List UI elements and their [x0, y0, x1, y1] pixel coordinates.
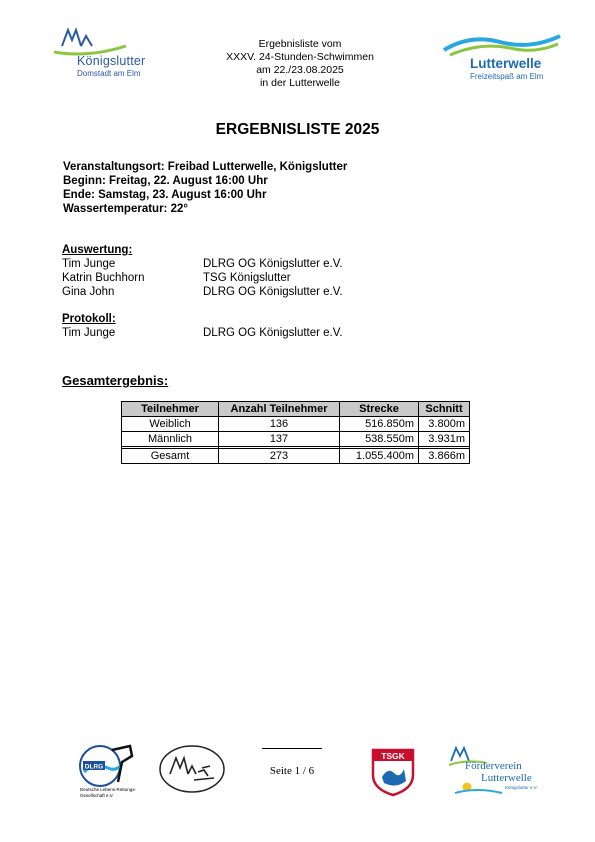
header-line: in der Lutterwelle	[260, 77, 340, 89]
wave-icon	[440, 30, 575, 58]
koenigslutter-logo-name: Königslutter	[77, 54, 146, 68]
event-info	[63, 160, 347, 216]
cell-average: 3.931m	[419, 432, 470, 447]
koenigslutter-dom-icon	[48, 24, 128, 58]
person-org: DLRG OG Königslutter e.V.	[203, 286, 343, 298]
foerderverein-logo-icon	[447, 743, 557, 799]
document-title: ERGEBNISLISTE 2025	[215, 121, 380, 138]
table-header-row	[122, 402, 470, 417]
cell-count: 273	[219, 449, 340, 464]
column-header-schnitt: Schnitt	[419, 402, 470, 417]
cell-distance: 1.055.400m	[340, 449, 419, 464]
column-header-strecke: Strecke	[340, 402, 419, 417]
column-header-teilnehmer: Teilnehmer	[122, 402, 219, 417]
foerderverein-logo-sub: Königslutter e.V.	[505, 785, 538, 790]
person-name: Gina John	[62, 286, 115, 298]
event-end: Ende: Samstag, 23. August 16:00 Uhr	[63, 189, 267, 201]
gesamtergebnis-heading: Gesamtergebnis:	[62, 373, 169, 388]
event-location: Veranstaltungsort: Freibad Lutterwelle, Königslutter	[63, 161, 348, 173]
cell-category: Männlich	[122, 432, 219, 447]
person-org: DLRG OG Königslutter e.V.	[203, 327, 343, 339]
koenigslutter-logo	[48, 24, 158, 84]
cell-distance: 516.850m	[340, 417, 419, 432]
header-line: XXXV. 24-Stunden-Schwimmen	[226, 51, 374, 63]
cell-count: 137	[219, 432, 340, 447]
table-row	[122, 449, 470, 464]
person-name: Tim Junge	[62, 258, 116, 270]
protokoll-heading: Protokoll:	[62, 313, 116, 325]
column-header-anzahl: Anzahl Teilnehmer	[219, 402, 340, 417]
koenigslutter-logo-sub: Domstadt am Elm	[77, 69, 141, 78]
table-row	[122, 417, 470, 432]
dlrg-logo-label: DLRG	[84, 763, 104, 771]
header-center	[190, 38, 410, 90]
footer-divider	[262, 748, 322, 749]
foerderverein-logo-name: Lutterwelle	[481, 772, 532, 784]
auswertung-heading: Auswertung:	[62, 244, 133, 256]
header-line: Ergebnisliste vom	[258, 38, 342, 50]
cell-category: Weiblich	[122, 417, 219, 432]
tsgk-logo-label: TSGK	[381, 751, 405, 761]
dlrg-logo-sub: Deutsche Lebens-Rettungs-Gesellschaft e.V.	[80, 787, 137, 798]
foerderverein-logo-name: Förderverein	[465, 760, 522, 772]
person-org: TSG Königslutter	[203, 272, 291, 284]
cell-average: 3.800m	[419, 417, 470, 432]
cell-distance: 538.550m	[340, 432, 419, 447]
header-line: am 22./23.08.2025	[256, 64, 344, 76]
cell-average: 3.866m	[419, 449, 470, 464]
person-name: Tim Junge	[62, 327, 116, 339]
tsgk-logo-icon	[370, 747, 416, 797]
lutterwelle-logo	[440, 30, 575, 85]
cell-count: 136	[219, 417, 340, 432]
cell-category: Gesamt	[122, 449, 219, 464]
table-row	[122, 432, 470, 447]
person-org: DLRG OG Königslutter e.V.	[203, 258, 343, 270]
water-temperature: Wassertemperatur: 22°	[63, 203, 188, 215]
results-table	[121, 401, 470, 464]
person-name: Katrin Buchhorn	[62, 272, 145, 284]
dlrg-logo-icon	[78, 742, 136, 788]
sports-club-logo-icon	[158, 744, 226, 794]
event-start: Beginn: Freitag, 22. August 16:00 Uhr	[63, 175, 268, 187]
lutterwelle-logo-sub: Freizeitspaß am Elm	[470, 72, 544, 81]
lutterwelle-logo-name: Lutterwelle	[470, 56, 542, 71]
page-number: Seite 1 / 6	[269, 765, 315, 777]
